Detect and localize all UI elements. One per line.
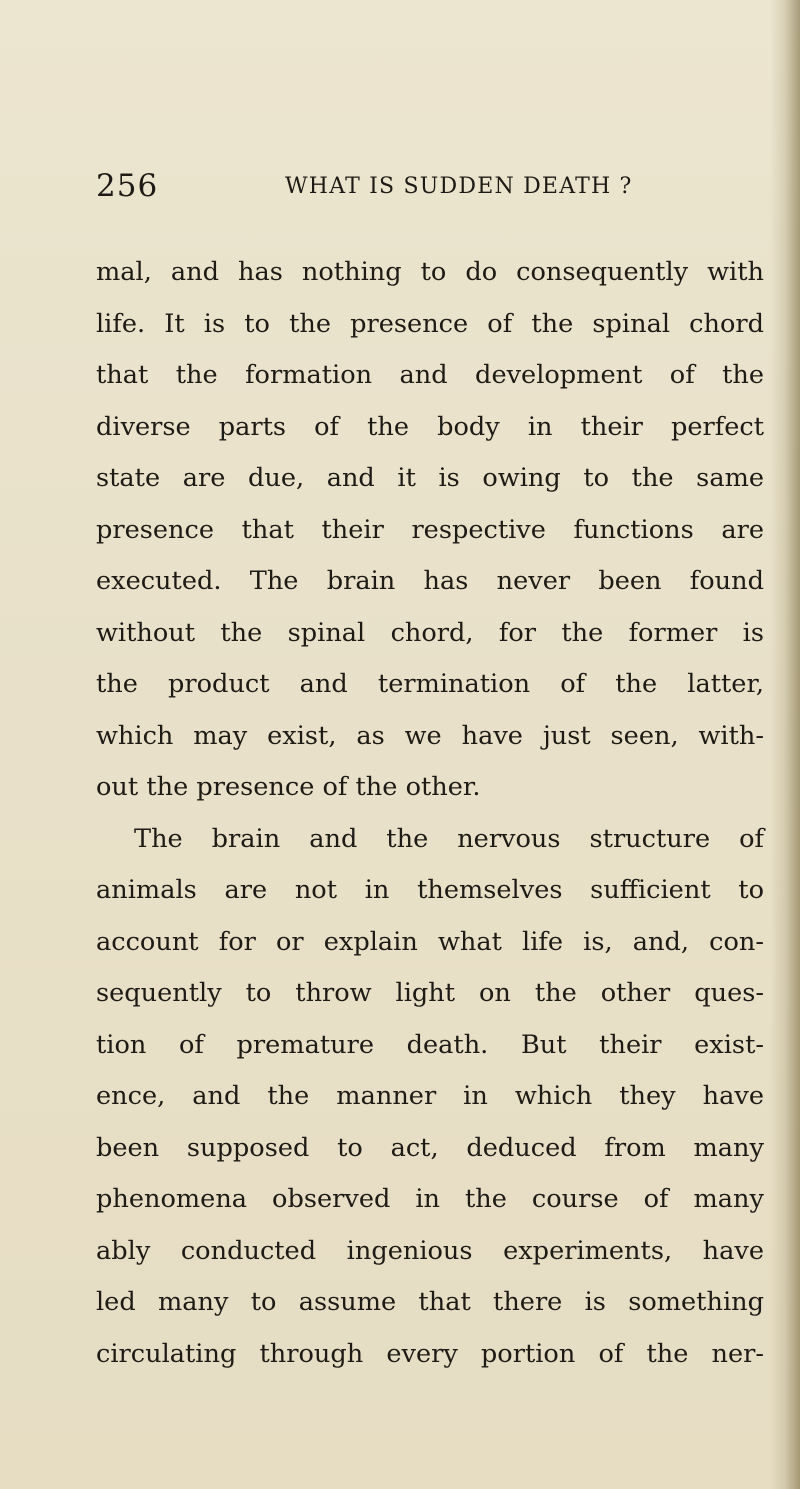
text-line: the product and termination of the latter, (96, 669, 764, 699)
text-line: animals are not in themselves sufficient to (96, 875, 764, 905)
text-line: sequently to throw light on the other ques- (96, 978, 764, 1008)
text-line: been supposed to act, deduced from many (96, 1132, 764, 1163)
text-line: tion of premature death. But their exist- (96, 1029, 764, 1060)
text-line: executed. The brain has never been found (96, 566, 764, 596)
text-line: circulating through every portion of the ner- (96, 1338, 764, 1369)
body-text (96, 247, 764, 1380)
text-line: The brain and the nervous structure of (134, 823, 764, 854)
text-line: which may exist, as we have just seen, with- (96, 720, 764, 751)
text-line: account for or explain what life is, and, con- (96, 926, 764, 957)
text-line: presence that their respective functions are (96, 514, 764, 545)
text-line: led many to assume that there is something (96, 1287, 764, 1317)
text-line: state are due, and it is owing to the same (96, 463, 764, 493)
text-line: mal, and has nothing to do consequently with (96, 257, 764, 287)
text-line: diverse parts of the body in their perfect (96, 411, 764, 442)
text-line: phenomena observed in the course of many (96, 1184, 764, 1214)
text-line: out the presence of the other. (96, 772, 481, 802)
page-header (96, 168, 696, 208)
text-line: ence, and the manner in which they have (96, 1081, 764, 1111)
text-line: ably conducted ingenious experiments, have (96, 1235, 764, 1266)
running-head: WHAT IS SUDDEN DEATH ? (285, 174, 633, 199)
text-line: without the spinal chord, for the former is (96, 617, 764, 648)
text-line: life. It is to the presence of the spinal chord (96, 308, 764, 339)
page-number: 256 (96, 168, 159, 204)
text-line: that the formation and development of the (96, 360, 764, 390)
